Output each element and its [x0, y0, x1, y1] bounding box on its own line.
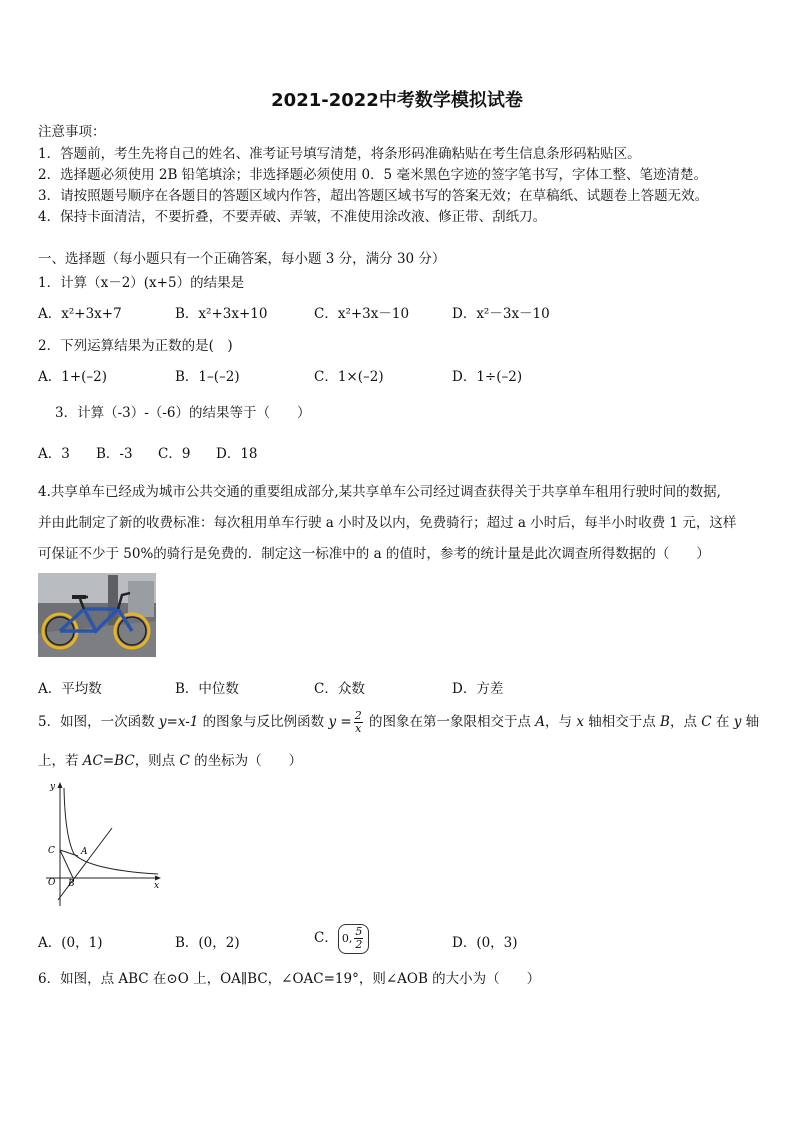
- notice-item: 3．请按照题号顺序在各题目的答题区域内作答，超出答题区域书写的答案无效；在草稿纸、试题卷上答题无效。: [38, 188, 709, 204]
- hyperbola-curve: [64, 788, 158, 874]
- x-axis-arrow-icon: [155, 876, 161, 881]
- q5-text: 的图象在第一象限相交于点: [364, 714, 536, 730]
- question-3-stem: 3．计算（-3）-（-6）的结果等于（ ）: [55, 405, 311, 421]
- q5-text: 的坐标为（ ）: [189, 753, 303, 769]
- question-1-stem: 1．计算（x－2）(x+5）的结果是: [38, 275, 245, 291]
- y-axis-arrow-icon: [58, 782, 63, 788]
- question-5-line-1: [38, 708, 759, 736]
- q5-option-c-numerator: 5: [355, 925, 363, 938]
- q5-condition: AC=BC: [82, 753, 135, 769]
- question-4-line: 可保证不少于 50%的骑行是免费的．制定这一标准中的 a 的值时，参考的统计量是此次调查所得数据的（ ）: [38, 546, 710, 562]
- q3-option-b: B．-3: [96, 446, 133, 462]
- q5-point: A: [535, 714, 546, 730]
- q5-text: 轴: [741, 714, 760, 730]
- q5-inverse-lhs: y =: [328, 714, 352, 730]
- page-title: 2021-2022中考数学模拟试卷: [271, 90, 523, 111]
- q5-fraction: [354, 710, 363, 735]
- question-2-stem: 2．下列运算结果为正数的是( ): [38, 338, 233, 354]
- q5-point: C: [701, 714, 712, 730]
- graph-label-b: B: [68, 879, 75, 889]
- q4-option-a: A．平均数: [38, 681, 102, 697]
- q5-fraction-denominator: x: [355, 722, 362, 735]
- function-graph: [40, 778, 162, 910]
- q1-option-a: A．x²+3x+7: [38, 306, 122, 322]
- q2-option-a: A．1+(–2): [38, 369, 108, 385]
- q5-option-a: A．(0，1): [38, 935, 103, 951]
- graph-label-a: A: [81, 847, 88, 857]
- q2-option-b: B．1–(–2): [175, 369, 240, 385]
- q4-option-c: C．众数: [314, 681, 365, 697]
- q5-text: ，点: [669, 714, 702, 730]
- q2-option-c: C．1×(–2): [314, 369, 384, 385]
- q3-option-c: C．9: [158, 446, 191, 462]
- q5-option-c: [314, 923, 369, 954]
- q5-text: ，与: [545, 714, 577, 730]
- q4-option-b: B．中位数: [175, 681, 239, 697]
- q5-option-d: D．(0，3): [452, 935, 518, 951]
- graph-label-x: x: [154, 881, 160, 891]
- q5-option-c-denominator: 2: [355, 938, 363, 951]
- q5-point: B: [660, 714, 670, 730]
- q1-option-c: C．x²+3x－10: [314, 306, 410, 322]
- bicycle-photo: [38, 573, 156, 657]
- q5-text: ，则点: [134, 753, 180, 769]
- notice-item: 4．保持卡面清洁，不要折叠，不要弄破、弄皱，不准使用涂改液、修正带、刮纸刀。: [38, 209, 547, 225]
- section-heading: 一、选择题（每小题只有一个正确答案，每小题 3 分，满分 30 分）: [38, 251, 446, 267]
- q2-option-d: D．1÷(–2): [452, 369, 523, 385]
- q5-point: C: [179, 753, 190, 769]
- q5-text: 上，若: [38, 753, 83, 769]
- q5-fraction-numerator: 2: [354, 709, 362, 722]
- notice-heading: 注意事项：: [38, 124, 106, 140]
- q5-option-c-label: C．: [314, 930, 338, 946]
- q5-option-c-zero: 0,: [341, 931, 353, 945]
- question-5-line-2: [38, 749, 302, 769]
- q5-text: 的图象与反比例函数: [198, 714, 329, 730]
- q5-option-b: B．(0，2): [175, 935, 240, 951]
- notice-item: 2．选择题必须使用 2B 铅笔填涂；非选择题必须使用 0．5 毫米黑色字迹的签字笔书写，字体工整、笔迹清楚。: [38, 167, 707, 183]
- q5-option-c-coordinate: [338, 924, 370, 954]
- q5-axis: x: [576, 714, 584, 730]
- notice-item: 1．答题前，考生先将自己的姓名、准考证号填写清楚，将条形码准确粘贴在考生信息条形码粘贴区。: [38, 146, 641, 162]
- q3-option-d: D．18: [216, 446, 258, 462]
- q5-text: 5．如图，一次函数: [38, 714, 159, 730]
- graph-label-o: O: [48, 878, 56, 888]
- graph-label-y: y: [50, 782, 56, 792]
- q4-option-d: D．方差: [452, 681, 504, 697]
- q5-option-c-fraction: [354, 926, 363, 951]
- graph-label-c: C: [48, 846, 55, 856]
- question-4-line: 并由此制定了新的收费标准：每次租用单车行驶 a 小时及以内，免费骑行；超过 a 小时后，每半小时收费 1 元，这样: [38, 515, 737, 531]
- q5-axis: y: [733, 714, 742, 730]
- q5-text: 轴相交于点: [583, 714, 661, 730]
- q1-option-b: B．x²+3x+10: [175, 306, 268, 322]
- q5-text: 在: [711, 714, 734, 730]
- q5-linear-equation: y=x-1: [158, 714, 199, 730]
- question-4-line: 4.共享单车已经成为城市公共交通的重要组成部分,某共享单车公司经过调查获得关于共享单车租用行驶时间的数据,: [38, 484, 721, 500]
- q3-option-a: A．3: [38, 446, 70, 462]
- q1-option-d: D．x²－3x－10: [452, 306, 550, 322]
- question-6-stem: 6．如图，点 ABC 在⊙O 上，OA∥BC，∠OAC=19°，则∠AOB 的大小为（ ）: [38, 971, 541, 987]
